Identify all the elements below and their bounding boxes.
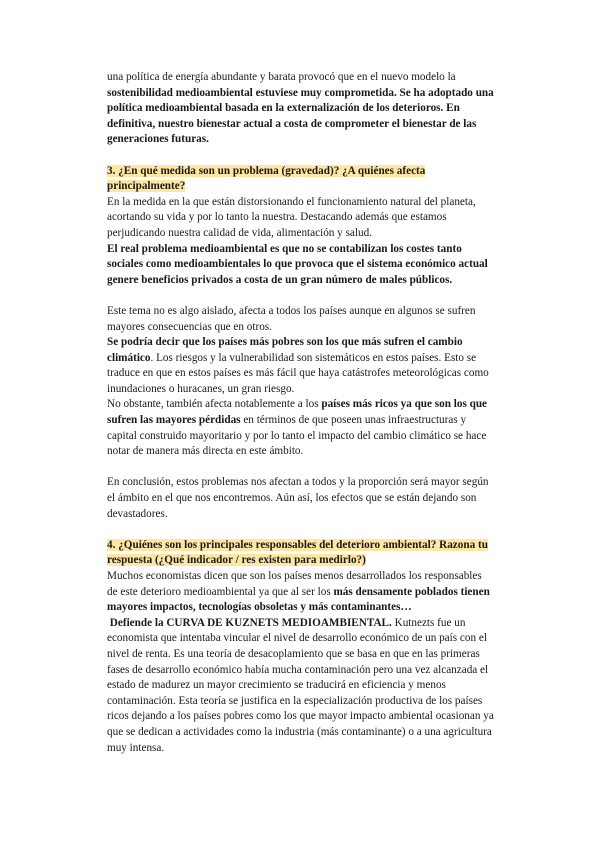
text-span: . Los riesgos y la vulnerabilidad son sistemáticos en estos países. Esto se: [150, 351, 477, 364]
q3-paragraph-2: [107, 242, 527, 289]
mixed-line: [107, 351, 527, 367]
text-line: En conclusión, estos problemas nos afectan a todos y la proporción será mayor según: [107, 476, 489, 489]
q3-paragraph-3: [107, 304, 527, 335]
mixed-line: [107, 585, 527, 601]
mixed-line: [107, 413, 527, 429]
mixed-line: [107, 397, 527, 413]
mixed-line: [107, 616, 527, 632]
text-line: economista que intentaba vincular el nivel de desarrollo económico de un país con el: [107, 632, 487, 645]
text-line: perjudicando nuestra calidad de vida, alimentación y salud.: [107, 226, 372, 239]
q3-heading: [107, 164, 527, 195]
text-line: mayores consecuencias que en otros.: [107, 320, 272, 333]
bold-span: más densamente poblados tienen: [333, 585, 490, 598]
q4-paragraph-2: [107, 616, 527, 756]
text-line: capital construido mayoritario y por lo tanto el impacto del cambio climático se hace: [107, 429, 487, 442]
text-span: No obstante, también afecta notablemente a los: [107, 398, 322, 411]
text-line: inundaciones o huracanes, un gran riesgo.: [107, 382, 295, 395]
text-line: ricos dejando a los países pobres como los que mayor impacto ambiental ocasionan ya: [107, 710, 494, 723]
bold-span: Defiende la CURVA DE KUZNETS MEDIOAMBIENTAL.: [109, 616, 392, 629]
q4-paragraph-1: [107, 569, 527, 616]
q4-heading: [107, 538, 527, 569]
intro-bold-line: generaciones futuras.: [107, 133, 209, 146]
intro-bold-line: definitiva, nuestro bienestar actual a costa de comprometer el bienestar de las: [107, 117, 477, 130]
bold-line: genere beneficios privados a costa de un gran número de males públicos.: [107, 273, 453, 286]
text-line: que se dedican a actividades como la industria (más contaminante) o a una agricultura: [107, 725, 492, 738]
q3-paragraph-6: [107, 475, 527, 522]
document-page: [107, 70, 527, 756]
text-line: contaminación. Esta teoría se justifica en la especialización productiva de los países: [107, 694, 483, 707]
text-span: de este deterioro medioambiental ya que al ser los: [107, 585, 334, 598]
text-line: notar de manera más directa en este ámbito.: [107, 445, 304, 458]
intro-bold-line: sostenibilidad medioambiental estuviese muy comprometida. Se ha adoptado una: [107, 86, 494, 99]
bold-span: países más ricos ya que son los que: [321, 398, 488, 411]
q3-paragraph-1: [107, 195, 527, 242]
q3-paragraph-5: [107, 397, 527, 459]
bold-line: sociales como medioambientales lo que provoca que el sistema económico actual: [107, 258, 488, 271]
text-line: devastadores.: [107, 507, 168, 520]
intro-paragraph: [107, 70, 527, 148]
text-line: nivel de renta. Es una teoría de desacoplamiento que se basa en que en las primeras: [107, 647, 480, 660]
text-line: En la medida en la que están distorsionando el funcionamiento natural del planeta,: [107, 195, 476, 208]
text-line: estado de madurez un mayor crecimiento se traducirá en eficiencia y menos: [107, 679, 446, 692]
text-span: en términos de que poseen unas infraestructuras y: [240, 414, 467, 427]
q4-heading-line1: 4. ¿Quiénes son los principales responsables del deterioro ambiental? Razona tu: [107, 538, 488, 551]
bold-line: Se podría decir que los países más pobres son los que más sufren el cambio: [107, 336, 463, 349]
q3-heading-line2: principalmente?: [107, 180, 186, 193]
text-line: traduce en que en estos países es más fácil que haya catástrofes meteorológicas como: [107, 367, 489, 380]
text-span: Kutnezts fue un: [391, 616, 466, 629]
text-line: el ámbito en el que nos encontremos. Aún así, los efectos que se están dejando son: [107, 492, 477, 505]
intro-line: una política de energía abundante y barata provocó que en el nuevo modelo la: [107, 71, 456, 83]
text-line: acortando su vida y por lo tanto la nuestra. Destacando además que estamos: [107, 211, 447, 224]
intro-bold-line: política medioambiental basada en la externalización de los deterioros. En: [107, 102, 460, 115]
bold-span: sufren las mayores pérdidas: [107, 414, 241, 427]
q3-paragraph-4: [107, 335, 527, 397]
q3-heading-line1: 3. ¿En qué medida son un problema (gravedad)? ¿A quiénes afecta: [107, 164, 426, 177]
text-line: Este tema no es algo aislado, afecta a todos los países aunque en algunos se sufren: [107, 304, 476, 317]
text-line: Muchos economistas dicen que son los países menos desarrollados los responsables: [107, 570, 482, 582]
bold-line: El real problema medioambiental es que no se contabilizan los costes tanto: [107, 242, 462, 255]
text-line: fases de desarrollo económico había mucha contaminación pero una vez alcanzada el: [107, 663, 489, 676]
q4-heading-line2: respuesta (¿Qué indicador / res existen para medirlo?): [107, 554, 366, 567]
bold-span: climático: [107, 351, 151, 364]
bold-line: mayores impactos, tecnologías obsoletas y más contaminantes…: [107, 601, 412, 614]
text-line: muy intensa.: [107, 741, 165, 754]
